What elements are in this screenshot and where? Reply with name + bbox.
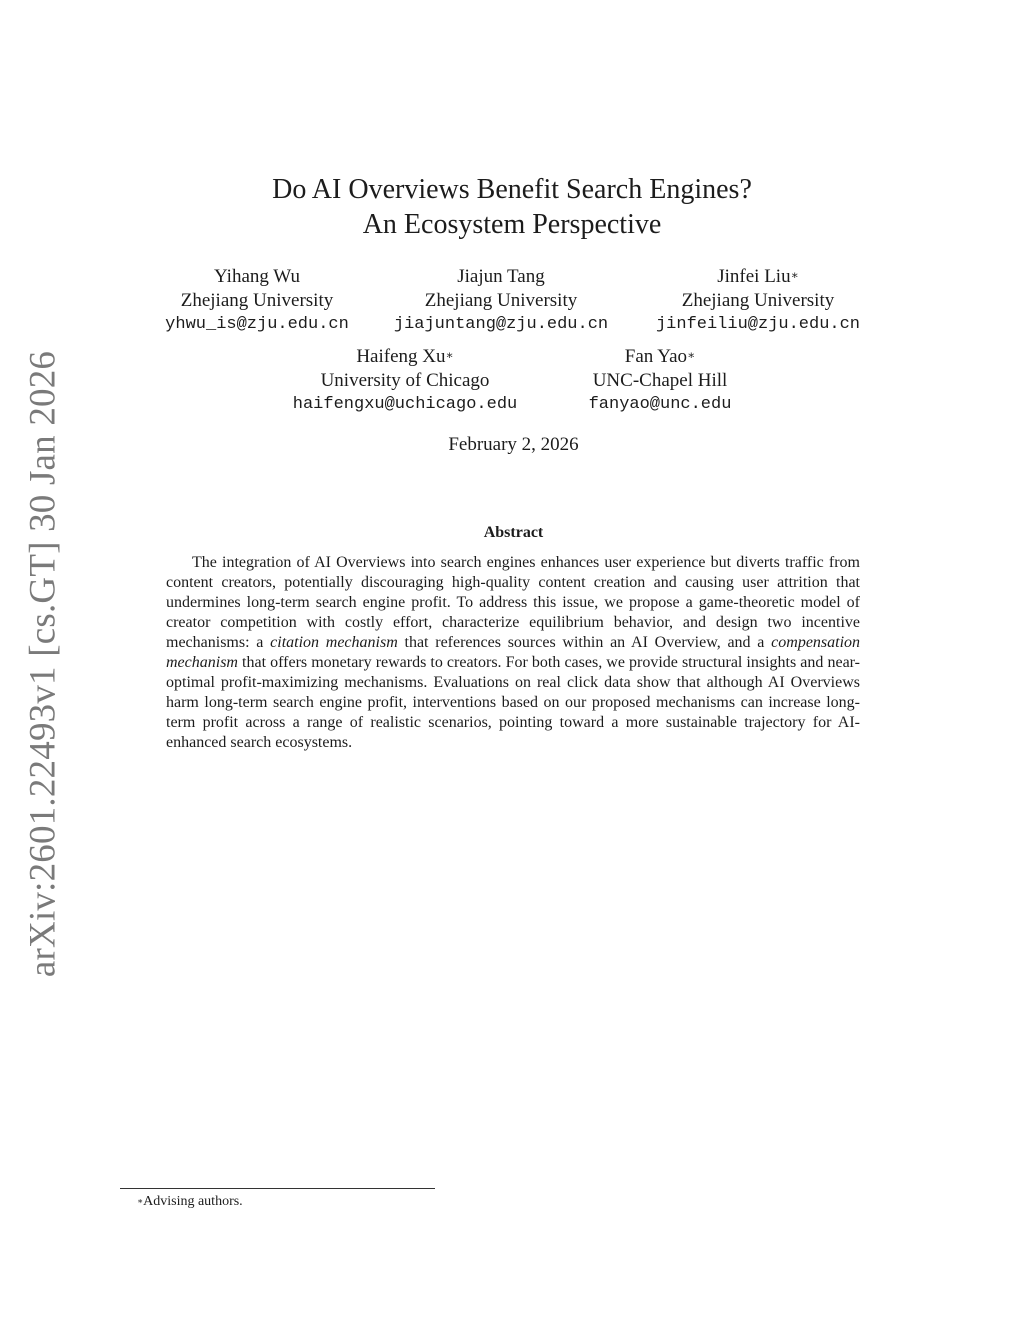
footnote: ∗Advising authors. — [137, 1194, 243, 1209]
abstract-text: The integration of AI Overviews into search engines enhances user experience but diverts traffic from content creators, potentially discouraging high-quality content creation and causing user attrition that undermines long-term search engine profit. To address this issue, we propose a game-theoretic model of creator competition with costly effort, characterize equilibrium behavior, and design two incentive mechanisms: a — [166, 554, 860, 651]
author-name: Jiajun Tang — [457, 266, 545, 287]
author-block — [394, 265, 608, 337]
author-name: Jinfei Liu∗ — [717, 266, 799, 287]
author-email: haifengxu@uchicago.edu — [292, 395, 518, 414]
author-name: Yihang Wu — [214, 266, 300, 287]
author-affiliation: University of Chicago — [320, 370, 490, 391]
author-name: Haifeng Xu∗ — [356, 346, 454, 367]
title-line-1: Do AI Overviews Benefit Search Engines? — [272, 174, 752, 205]
author-affiliation: Zhejiang University — [681, 290, 835, 311]
abstract-body — [166, 553, 860, 753]
author-email: jinfeiliu@zju.edu.cn — [655, 315, 861, 334]
author-block — [165, 265, 349, 337]
footnote-divider — [120, 1188, 435, 1189]
paper-title — [0, 172, 1024, 242]
author-block — [589, 345, 732, 417]
author-email: fanyao@unc.edu — [588, 395, 732, 414]
author-block — [293, 345, 517, 417]
publication-date: February 2, 2026 — [448, 434, 579, 455]
author-name: Fan Yao∗ — [624, 346, 696, 367]
author-email: yhwu_is@zju.edu.cn — [165, 315, 349, 334]
arxiv-identifier-stamp: arXiv:2601.22493v1 [cs.GT] 30 Jan 2026 — [22, 350, 64, 978]
footnote-text: Advising authors. — [143, 1194, 243, 1209]
author-affiliation: Zhejiang University — [424, 290, 578, 311]
author-affiliation: Zhejiang University — [180, 290, 334, 311]
abstract-term-citation: citation mechanism — [270, 634, 398, 651]
abstract-text: that offers monetary rewards to creators. For both cases, we provide structural insights and near-optimal profit-maximizing mechanisms. Evaluations on real click data show that although AI Overviews harm long-term search engine profit, interventions based on our proposed mechanisms can increase long-term profit across a range of realistic scenarios, pointing toward a more sustainable trajectory for AI-enhanced search ecosystems. — [166, 654, 860, 751]
author-block — [656, 265, 860, 337]
abstract-text: that references sources within an AI Overview, and a — [397, 634, 772, 651]
abstract-term-compensation: compensation mechanism — [166, 634, 861, 671]
author-affiliation: UNC-Chapel Hill — [592, 370, 728, 391]
abstract-heading: Abstract — [483, 524, 544, 541]
title-line-2: An Ecosystem Perspective — [362, 209, 662, 240]
author-email: jiajuntang@zju.edu.cn — [393, 315, 609, 334]
